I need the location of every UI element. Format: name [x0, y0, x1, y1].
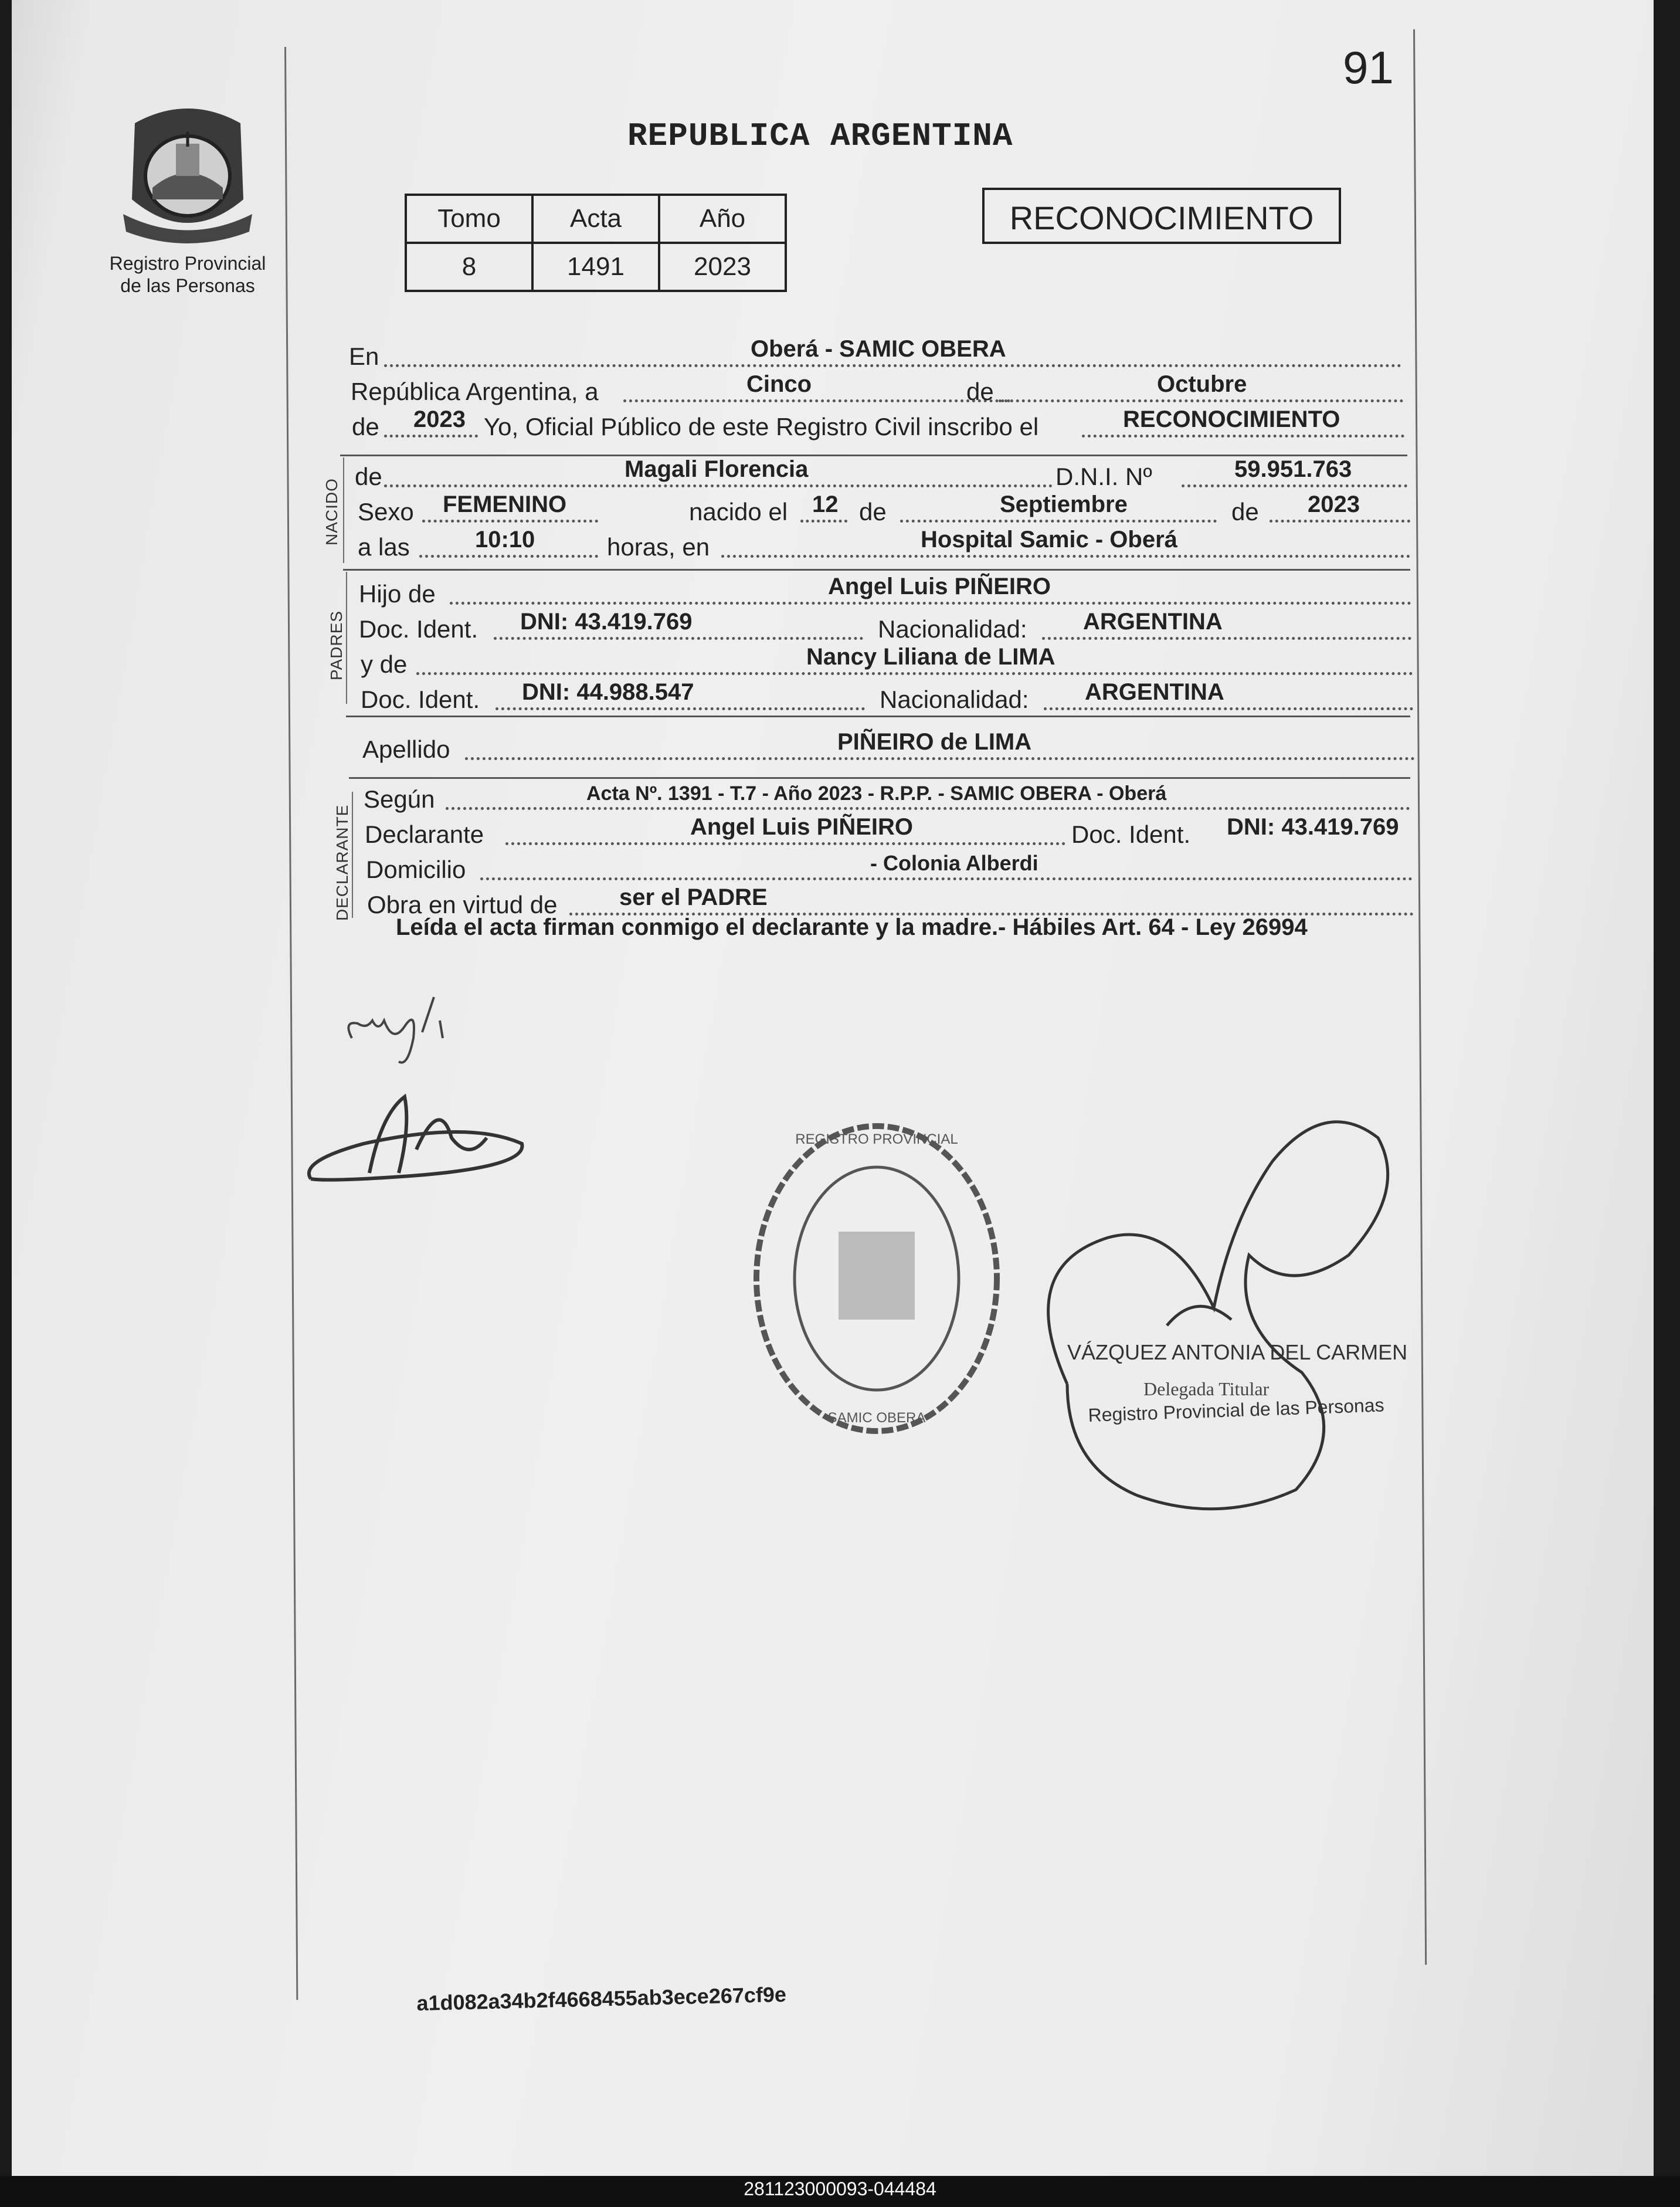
svg-text:SAMIC OBERA: SAMIC OBERA	[827, 1410, 926, 1426]
row-apellido: Apellido PIÑEIRO de LIMA	[362, 733, 1418, 768]
document-page	[12, 0, 1654, 2176]
mes-value: Octubre	[1157, 371, 1247, 397]
mes-nacimiento-value: Septiembre	[1000, 491, 1128, 517]
lugar-nacimiento-value: Hospital Samic - Oberá	[921, 527, 1177, 552]
row-declarante: Declarante Angel Luis PIÑEIRO Doc. Ident. DNI: 43.419.769	[365, 814, 1399, 848]
ref-value-acta: 1491	[532, 243, 659, 291]
document-hash: a1d082a34b2f4668455ab3ece267cf9e	[416, 1982, 787, 2015]
madre-nac-value: ARGENTINA	[1085, 679, 1224, 705]
official-org: Registro Provincial de las Personas	[1088, 1394, 1385, 1426]
row-padre: Hijo de Angel Luis PIÑEIRO	[359, 578, 1414, 613]
right-margin-line	[1413, 29, 1427, 1965]
section-rule	[346, 572, 347, 704]
left-margin-line	[284, 47, 298, 2000]
row-nombre: de Magali Florencia D.N.I. Nº 59.951.763	[355, 460, 1410, 496]
signature-declarante	[340, 985, 493, 1073]
page-number: 91	[1343, 42, 1394, 93]
row-sexo: Sexo FEMENINO nacido el 12 de Septiembre de 2023	[358, 496, 1413, 531]
ref-header-tomo: Tomo	[406, 195, 532, 243]
ref-header-acta: Acta	[532, 195, 659, 243]
padre-nac-value: ARGENTINA	[1083, 609, 1223, 635]
signature-madre	[293, 1079, 539, 1196]
ref-value-tomo: 8	[406, 243, 532, 291]
apellido-value: PIÑEIRO de LIMA	[837, 729, 1032, 755]
province-logo	[111, 100, 264, 252]
dni-value: 59.951.763	[1234, 456, 1352, 482]
section-declarante: DECLARANTE	[333, 804, 351, 921]
row-padre-doc: Doc. Ident. DNI: 43.419.769 Nacionalidad: ARGENTINA	[359, 613, 1414, 648]
row-madre: y de Nancy Liliana de LIMA	[361, 648, 1416, 683]
sexo-value: FEMENINO	[443, 491, 567, 517]
row-hora: a las 10:10 horas, en Hospital Samic - Oberá	[358, 531, 1413, 566]
anio-nacimiento-value: 2023	[1308, 491, 1360, 517]
closing-text: Leída el acta firman conmigo el declarante y la madre.- Hábiles Art. 64 - Ley 26994	[396, 914, 1308, 940]
row-fecha: República Argentina, a Cinco de Octubre	[351, 375, 1406, 411]
official-role: Delegada Titular	[1143, 1378, 1270, 1399]
madre-value: Nancy Liliana de LIMA	[806, 644, 1055, 670]
hora-value: 10:10	[475, 527, 535, 552]
obra-value: ser el PADRE	[619, 884, 768, 910]
lugar-value: Oberá - SAMIC OBERA	[751, 336, 1006, 362]
declarante-value: Angel Luis PIÑEIRO	[690, 814, 914, 840]
nombre-value: Magali Florencia	[625, 456, 809, 482]
svg-text:REGISTRO PROVINCIAL: REGISTRO PROVINCIAL	[795, 1131, 958, 1147]
tipo-value: RECONOCIMIENTO	[1123, 406, 1340, 432]
dia-value: Cinco	[746, 371, 812, 397]
section-rule	[352, 792, 353, 918]
separator	[349, 777, 1410, 779]
reference-table	[405, 194, 787, 292]
logo-caption: Registro Provincial de las Personas	[109, 253, 266, 296]
dia-nacimiento-value: 12	[812, 491, 839, 517]
official-name: VÁZQUEZ ANTONIA DEL CARMEN	[1067, 1340, 1408, 1364]
row-domicilio: Domicilio - Colonia Alberdi	[366, 853, 1421, 889]
padre-value: Angel Luis PIÑEIRO	[828, 574, 1051, 599]
signature-official	[1020, 1103, 1431, 1525]
ref-value-anio: 2023	[659, 243, 786, 291]
section-padres: PADRES	[327, 610, 345, 680]
separator	[343, 569, 1410, 571]
row-en: En Oberá - SAMIC OBERA	[349, 340, 1404, 375]
row-inscribo: de 2023 Yo, Oficial Público de este Registro Civil inscribo el RECONOCIMIENTO	[352, 411, 1407, 446]
section-rule	[343, 457, 344, 563]
madre-doc-value: DNI: 44.988.547	[522, 679, 694, 705]
footer-id: 281123000093-044484	[744, 2178, 936, 2199]
act-type-box: RECONOCIMIENTO	[982, 188, 1341, 244]
padre-doc-value: DNI: 43.419.769	[520, 609, 693, 635]
segun-value: Acta Nº. 1391 - T.7 - Año 2023 - R.P.P. - SAMIC OBERA - Oberá	[586, 782, 1167, 805]
domicilio-value: - Colonia Alberdi	[870, 851, 1038, 875]
row-madre-doc: Doc. Ident. DNI: 44.988.547 Nacionalidad: ARGENTINA	[361, 683, 1416, 718]
registry-seal	[745, 1103, 1009, 1455]
row-segun: Según Acta Nº. 1391 - T.7 - Año 2023 - R.P.P. - SAMIC OBERA - Oberá	[364, 783, 1419, 818]
declarante-doc-value: DNI: 43.419.769	[1227, 814, 1399, 840]
document-title: REPUBLICA ARGENTINA	[627, 117, 1013, 155]
row-obra: Obra en virtud de ser el PADRE	[367, 889, 1423, 924]
anio-value: 2023	[413, 406, 466, 432]
ref-header-anio: Año	[659, 195, 786, 243]
separator	[346, 716, 1410, 717]
section-nacido: NACIDO	[323, 478, 341, 545]
